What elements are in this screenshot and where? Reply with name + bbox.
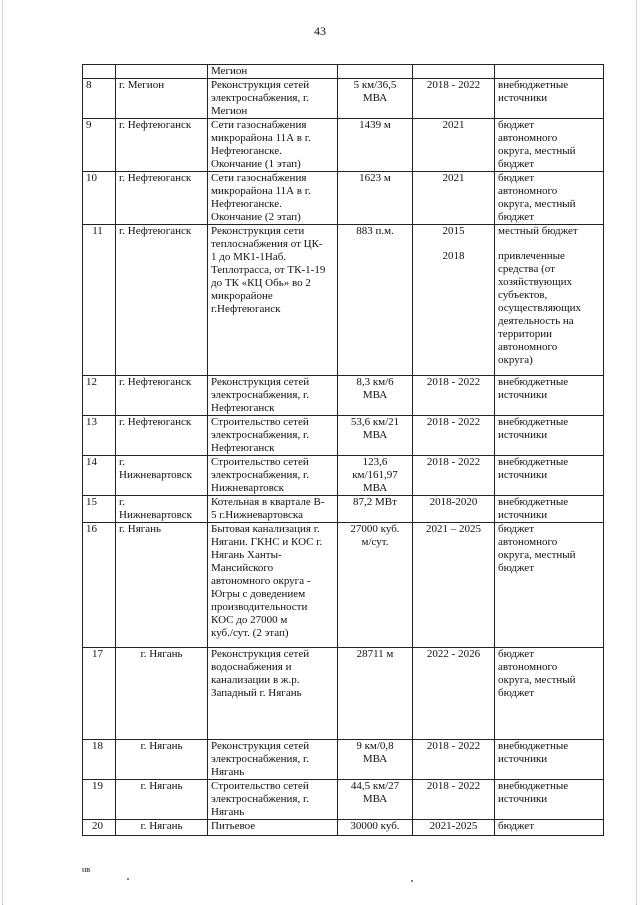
source-cell (495, 172, 604, 225)
capacity-cell (338, 496, 413, 523)
row-number-cell (83, 65, 116, 79)
capacity-cell (338, 740, 413, 780)
source-cell (495, 740, 604, 780)
capacity-cell (338, 456, 413, 496)
project-line: Строительство сетей (211, 416, 309, 428)
project-line: Бытовая канализация г. (211, 523, 320, 535)
project-cell (208, 780, 338, 820)
source-cell (495, 456, 604, 496)
years-cell (413, 65, 495, 79)
project-line: Мансийского (211, 562, 274, 574)
years-line: 2018 - 2022 (426, 376, 481, 388)
source-line: внебюджетные (498, 780, 569, 792)
source-line: внебюджетные (498, 456, 569, 468)
project-line: микрорайоне (211, 290, 273, 302)
source-line: автономного (498, 536, 558, 548)
project-line: Нягани. ГКНС и КОС г. (211, 536, 323, 548)
row-number-cell: 8 (83, 79, 116, 119)
project-line: Питьевое (211, 820, 256, 832)
capacity-cell (338, 648, 413, 740)
capacity-line: 9 км/0,8 (356, 740, 394, 752)
table-row (83, 79, 604, 119)
source-line: осуществляющих (498, 302, 581, 314)
city-line: г. Нягань (140, 740, 183, 752)
capacity-cell (338, 820, 413, 836)
years-line: 2018 - 2022 (426, 780, 481, 792)
project-line: производительности (211, 601, 308, 613)
city-line: г. Нефтеюганск (119, 119, 192, 131)
source-line: внебюджетные (498, 416, 569, 428)
capacity-line: 27000 куб. (350, 523, 400, 535)
source-line: бюджет (498, 158, 534, 170)
city-line: г. (119, 496, 126, 508)
project-line: Югры с доведением (211, 588, 306, 600)
capacity-line: 87,2 МВт (353, 496, 397, 508)
footer-mark: нв (82, 865, 91, 874)
source-cell (495, 820, 604, 836)
capacity-cell (338, 119, 413, 172)
source-cell (495, 119, 604, 172)
project-line: Реконструкция сетей (211, 376, 310, 388)
row-number-cell: 12 (83, 376, 116, 416)
table-row (83, 119, 604, 172)
project-cell (208, 496, 338, 523)
row-number-cell: 9 (83, 119, 116, 172)
capacity-cell (338, 780, 413, 820)
city-line: г. Нягань (140, 648, 183, 660)
years-line: 2018 - 2022 (426, 740, 481, 752)
years-line: 2018 - 2022 (426, 79, 481, 91)
years-line: 2021 – 2025 (426, 523, 481, 535)
table-row (83, 648, 604, 740)
project-line: электроснабжения, г. (211, 753, 309, 765)
source-line: бюджет (498, 687, 534, 699)
project-line: Реконструкция сетей (211, 740, 310, 752)
project-line: Реконструкция сетей (211, 648, 310, 660)
source-cell (495, 648, 604, 740)
project-line: Котельная в квартале В- (211, 496, 325, 508)
city-line: Нижневартовск (119, 509, 193, 521)
city-cell (116, 496, 208, 523)
source-line: средства (от (498, 263, 555, 275)
table-row (83, 65, 604, 79)
capacity-cell (338, 376, 413, 416)
years-cell (413, 648, 495, 740)
source-cell (495, 376, 604, 416)
project-line: Строительство сетей (211, 456, 309, 468)
scan-edge-right (636, 0, 638, 905)
source-line: автономного (498, 661, 558, 673)
city-line: г. Нягань (140, 780, 183, 792)
project-line: Нягань Ханты- (211, 549, 282, 561)
city-cell (116, 780, 208, 820)
project-line: куб./сут. (2 этап) (211, 627, 289, 639)
project-line: Нягань (211, 806, 245, 818)
table-row (83, 820, 604, 836)
row-number-cell: 16 (83, 523, 116, 648)
capacity-line: 44,5 км/27 (350, 780, 400, 792)
city-line: г. Мегион (119, 79, 165, 91)
capacity-cell (338, 523, 413, 648)
capacity-line: МВА (362, 793, 388, 805)
city-cell (116, 416, 208, 456)
years-line: 2015 (442, 225, 465, 237)
project-cell (208, 456, 338, 496)
capacity-line: 8,3 км/6 (356, 376, 394, 388)
scan-speck (411, 880, 413, 882)
years-line: 2022 - 2026 (426, 648, 481, 660)
table-row (83, 225, 604, 376)
project-line: г.Нефтеюганск (211, 303, 281, 315)
project-line: Окончание (1 этап) (211, 158, 301, 170)
source-line: внебюджетные (498, 740, 569, 752)
project-line: электроснабжения, г. (211, 429, 309, 441)
source-line: источники (498, 509, 548, 521)
project-cell (208, 648, 338, 740)
project-line: 5 г.Нижневартовска (211, 509, 303, 521)
project-line: электроснабжения, г. (211, 92, 309, 104)
years-line: 2018 (442, 250, 465, 262)
capacity-line: МВА (362, 753, 388, 765)
project-line: Нефтеюганске. (211, 145, 282, 157)
years-cell (413, 119, 495, 172)
table-row (83, 416, 604, 456)
capacity-line: МВА (362, 429, 388, 441)
city-cell (116, 119, 208, 172)
table-row (83, 740, 604, 780)
years-cell (413, 780, 495, 820)
city-line: г. Нефтеюганск (119, 225, 192, 237)
table-row (83, 172, 604, 225)
source-line: внебюджетные (498, 79, 569, 91)
capacity-cell (338, 225, 413, 376)
row-number-cell: 18 (83, 740, 116, 780)
capacity-cell (338, 79, 413, 119)
project-cell (208, 416, 338, 456)
years-cell (413, 79, 495, 119)
city-cell (116, 820, 208, 836)
project-line: канализации в ж.р. (211, 674, 300, 686)
capacity-line: МВА (362, 389, 388, 401)
row-number-cell: 13 (83, 416, 116, 456)
source-line: округа) (498, 354, 533, 366)
source-line: округа, местный (498, 549, 576, 561)
capacity-line: 28711 м (356, 648, 394, 660)
source-line: источники (498, 389, 548, 401)
project-line: Окончание (2 этап) (211, 211, 301, 223)
project-line: Нефтеюганск (211, 402, 275, 414)
source-line: бюджет (498, 562, 534, 574)
project-line: Нефтеюганск (211, 442, 275, 454)
capacity-line: 53,6 км/21 (350, 416, 400, 428)
capacity-line: 5 км/36,5 (353, 79, 397, 91)
city-line: г. Нягань (119, 523, 162, 535)
city-cell (116, 456, 208, 496)
years-cell (413, 523, 495, 648)
project-line: Нижневартовск (211, 482, 285, 494)
source-cell (495, 416, 604, 456)
city-cell (116, 523, 208, 648)
city-line: г. Нягань (140, 820, 183, 832)
city-cell (116, 376, 208, 416)
row-number-cell: 10 (83, 172, 116, 225)
city-cell (116, 65, 208, 79)
years-line: 2021 (442, 119, 465, 131)
source-line: источники (498, 469, 548, 481)
source-line: хозяйствующих (498, 276, 572, 288)
page-number: 43 (314, 24, 326, 38)
years-cell (413, 456, 495, 496)
years-cell (413, 416, 495, 456)
project-cell (208, 65, 338, 79)
project-cell (208, 225, 338, 376)
project-line: КОС до 27000 м (211, 614, 288, 626)
city-cell (116, 648, 208, 740)
capacity-cell (338, 416, 413, 456)
city-cell (116, 172, 208, 225)
capacity-line: м/сут. (361, 536, 389, 548)
row-number-cell: 14 (83, 456, 116, 496)
source-line: автономного (498, 132, 558, 144)
source-cell (495, 496, 604, 523)
table-row (83, 496, 604, 523)
source-line: субъектов, (498, 289, 548, 301)
source-cell (495, 780, 604, 820)
table-row (83, 376, 604, 416)
project-line: 1 до МК1-1Наб. (211, 251, 287, 263)
years-line: 2021 (442, 172, 465, 184)
years-cell (413, 172, 495, 225)
capacity-line: МВА (362, 482, 388, 494)
city-cell (116, 225, 208, 376)
projects-table (82, 64, 604, 836)
city-line: г. (119, 456, 126, 468)
source-line: привлеченные (498, 250, 565, 262)
city-cell (116, 79, 208, 119)
project-line: Мегион (211, 65, 248, 77)
city-line: г. Нефтеюганск (119, 416, 192, 428)
source-line: автономного (498, 341, 558, 353)
project-line: теплоснабжения от ЦК- (211, 238, 323, 250)
project-cell (208, 119, 338, 172)
row-number-cell: 11 (83, 225, 116, 376)
row-number-cell: 17 (83, 648, 116, 740)
source-line: источники (498, 793, 548, 805)
source-cell (495, 65, 604, 79)
capacity-cell (338, 172, 413, 225)
table-row (83, 523, 604, 648)
table-row (83, 780, 604, 820)
years-cell (413, 225, 495, 376)
capacity-line: 883 п.м. (356, 225, 394, 237)
years-line: 2021-2025 (429, 820, 478, 832)
table-row (83, 456, 604, 496)
row-number-cell: 15 (83, 496, 116, 523)
capacity-line: МВА (362, 92, 388, 104)
scan-speck (127, 878, 129, 880)
capacity-line: 123,6 (362, 456, 388, 468)
source-cell (495, 79, 604, 119)
source-line: округа, местный (498, 145, 576, 157)
capacity-line: 30000 куб. (350, 820, 400, 832)
project-line: водоснабжения и (211, 661, 292, 673)
project-cell (208, 79, 338, 119)
project-line: микрорайона 11А в г. (211, 185, 311, 197)
source-line: бюджет (498, 523, 534, 535)
city-cell (116, 740, 208, 780)
source-cell (495, 225, 604, 376)
city-line: г. Нефтеюганск (119, 172, 192, 184)
project-line: Реконструкция сети (211, 225, 305, 237)
project-line: Сети газоснабжения (211, 172, 307, 184)
source-line: бюджет (498, 211, 534, 223)
project-line: Нефтеюганске. (211, 198, 282, 210)
project-cell (208, 820, 338, 836)
years-cell (413, 376, 495, 416)
project-line: электроснабжения, г. (211, 389, 309, 401)
project-line: Западный г. Нягань (211, 687, 302, 699)
project-line: Нягань (211, 766, 245, 778)
project-line: автономного округа - (211, 575, 311, 587)
capacity-line: 1439 м (359, 119, 391, 131)
project-cell (208, 172, 338, 225)
capacity-line: 1623 м (359, 172, 391, 184)
years-line: 2018 - 2022 (426, 456, 481, 468)
source-line: источники (498, 753, 548, 765)
source-line: территории (498, 328, 553, 340)
source-line: источники (498, 429, 548, 441)
project-line: микрорайона 11А в г. (211, 132, 311, 144)
source-line: бюджет (498, 172, 534, 184)
source-line: бюджет (498, 119, 534, 131)
source-line: бюджет (498, 648, 534, 660)
project-cell (208, 740, 338, 780)
source-line: местный бюджет (498, 225, 578, 237)
capacity-line: км/161,97 (352, 469, 398, 481)
project-line: Сети газоснабжения (211, 119, 307, 131)
row-number-cell: 19 (83, 780, 116, 820)
source-line: бюджет (498, 820, 534, 832)
source-line: внебюджетные (498, 496, 569, 508)
project-line: Мегион (211, 105, 248, 117)
project-line: Строительство сетей (211, 780, 309, 792)
years-cell (413, 496, 495, 523)
city-line: Нижневартовск (119, 469, 193, 481)
source-line: деятельность на (498, 315, 574, 327)
project-cell (208, 523, 338, 648)
years-line: 2018 - 2022 (426, 416, 481, 428)
project-line: электроснабжения, г. (211, 469, 309, 481)
source-cell (495, 523, 604, 648)
source-line: округа, местный (498, 198, 576, 210)
source-line: источники (498, 92, 548, 104)
project-line: Реконструкция сетей (211, 79, 310, 91)
source-line: округа, местный (498, 674, 576, 686)
city-line: г. Нефтеюганск (119, 376, 192, 388)
project-line: Теплотрасса, от ТК-1-19 (211, 264, 326, 276)
capacity-cell (338, 65, 413, 79)
project-line: до ТК «КЦ Обь» во 2 (211, 277, 311, 289)
years-cell (413, 820, 495, 836)
source-line: внебюджетные (498, 376, 569, 388)
scan-edge-left (2, 0, 4, 905)
project-cell (208, 376, 338, 416)
project-line: электроснабжения, г. (211, 793, 309, 805)
years-cell (413, 740, 495, 780)
years-line: 2018-2020 (429, 496, 478, 508)
source-line: автономного (498, 185, 558, 197)
row-number-cell: 20 (83, 820, 116, 836)
